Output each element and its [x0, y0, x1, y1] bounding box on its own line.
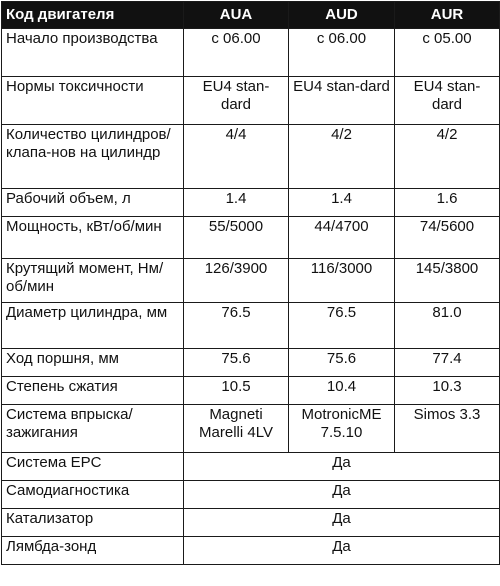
cell-aud: 75.6	[289, 349, 395, 377]
cell-aua: 4/4	[184, 125, 289, 189]
header-code-aur: AUR	[395, 2, 500, 29]
table-header-row	[2, 2, 500, 29]
cell-aur: Simos 3.3	[395, 405, 500, 453]
header-engine-code-label: Код двигателя	[2, 2, 184, 29]
cell-aur: 74/5600	[395, 217, 500, 259]
header-code-aua: AUA	[184, 2, 289, 29]
cell-all-engines: Да	[184, 537, 500, 565]
header-code-aud: AUD	[289, 2, 395, 29]
row-label: Система EPC	[2, 453, 184, 481]
table-row	[2, 405, 500, 453]
cell-aua: 55/5000	[184, 217, 289, 259]
cell-aud: с 06.00	[289, 29, 395, 77]
row-label: Лямбда-зонд	[2, 537, 184, 565]
table-row	[2, 303, 500, 349]
row-label: Нормы токсичности	[2, 77, 184, 125]
cell-aud: 4/2	[289, 125, 395, 189]
table-row	[2, 537, 500, 565]
table-row	[2, 29, 500, 77]
cell-aur: 10.3	[395, 377, 500, 405]
row-label: Степень сжатия	[2, 377, 184, 405]
table-row	[2, 189, 500, 217]
cell-aua: EU4 stan-dard	[184, 77, 289, 125]
cell-aud: EU4 stan-dard	[289, 77, 395, 125]
row-label: Катализатор	[2, 509, 184, 537]
row-label: Начало производства	[2, 29, 184, 77]
table-row	[2, 125, 500, 189]
row-label: Мощность, кВт/об/мин	[2, 217, 184, 259]
table-row	[2, 509, 500, 537]
cell-aua: с 06.00	[184, 29, 289, 77]
row-label: Количество цилиндров/клапа-нов на цилиндр	[2, 125, 184, 189]
cell-aud: 44/4700	[289, 217, 395, 259]
cell-aud: 1.4	[289, 189, 395, 217]
cell-aur: EU4 stan-dard	[395, 77, 500, 125]
row-label: Крутящий момент, Нм/об/мин	[2, 259, 184, 303]
cell-aua: 76.5	[184, 303, 289, 349]
cell-aud: MotronicME 7.5.10	[289, 405, 395, 453]
cell-aur: 145/3800	[395, 259, 500, 303]
row-label: Диаметр цилиндра, мм	[2, 303, 184, 349]
cell-aur: 1.6	[395, 189, 500, 217]
cell-aud: 76.5	[289, 303, 395, 349]
cell-aua: 1.4	[184, 189, 289, 217]
table-row	[2, 453, 500, 481]
cell-aua: 10.5	[184, 377, 289, 405]
cell-aud: 10.4	[289, 377, 395, 405]
table-row	[2, 217, 500, 259]
cell-aur: с 05.00	[395, 29, 500, 77]
cell-aua: 75.6	[184, 349, 289, 377]
row-label: Самодиагностика	[2, 481, 184, 509]
cell-aua: 126/3900	[184, 259, 289, 303]
row-label: Ход поршня, мм	[2, 349, 184, 377]
cell-aur: 81.0	[395, 303, 500, 349]
engine-spec-table	[1, 1, 500, 565]
table-row	[2, 259, 500, 303]
cell-aud: 116/3000	[289, 259, 395, 303]
cell-all-engines: Да	[184, 481, 500, 509]
cell-aur: 4/2	[395, 125, 500, 189]
row-label: Система впрыска/ зажигания	[2, 405, 184, 453]
row-label: Рабочий объем, л	[2, 189, 184, 217]
cell-aua: Magneti Marelli 4LV	[184, 405, 289, 453]
table-row	[2, 77, 500, 125]
cell-aur: 77.4	[395, 349, 500, 377]
cell-all-engines: Да	[184, 509, 500, 537]
table-row	[2, 377, 500, 405]
cell-all-engines: Да	[184, 453, 500, 481]
table-row	[2, 349, 500, 377]
table-row	[2, 481, 500, 509]
